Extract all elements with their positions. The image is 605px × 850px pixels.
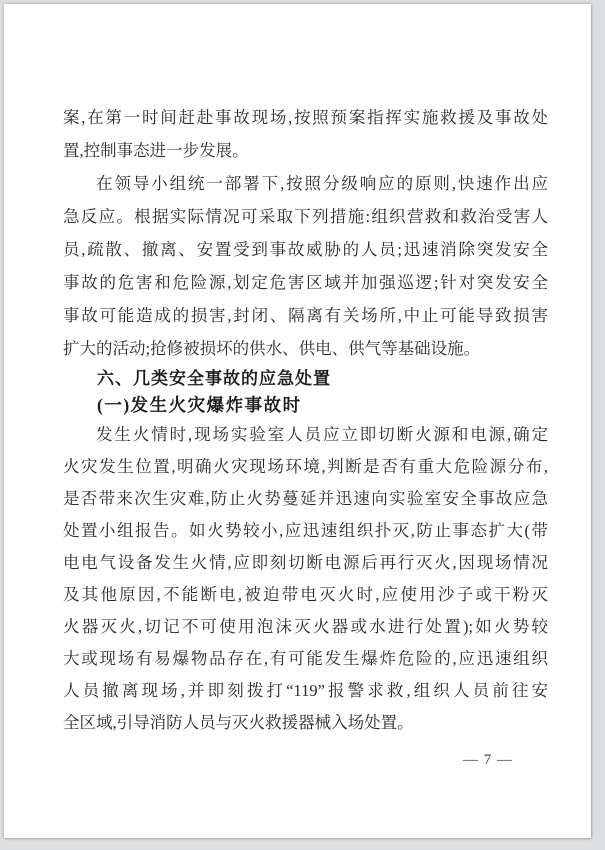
- subsection-heading: (一)发生火灾爆炸事故时: [97, 395, 302, 415]
- text-line: 是否带来次生灾难,防止火势蔓延并迅速向实验室安全事故应急: [63, 489, 548, 508]
- text-line: 全区域,引导消防人员与灭火救援器械入场处置。: [63, 713, 414, 732]
- text-line: 火灾发生位置,明确火灾现场环境,判断是否有重大危险源分布,: [63, 457, 548, 476]
- text-line: 人员撤离现场,并即刻拨打“119”报警求救,组织人员前往安: [63, 681, 548, 700]
- text-line: 电电气设备发生火情,应即刻切断电源后再行灭火,因现场情况: [63, 553, 548, 572]
- text-line: 发生火情时,现场实验室人员应立即切断火源和电源,确定: [96, 425, 548, 444]
- text-line: 案,在第一时间赶赴事故现场,按照预案指挥实施救援及事故处: [63, 108, 548, 127]
- page-number: — 7 —: [463, 752, 513, 768]
- text-line: 员,疏散、撤离、安置受到事故威胁的人员;迅速消除突发安全: [63, 240, 548, 259]
- text-line: 处置小组报告。如火势较小,应迅速组织扑灭,防止事态扩大(带: [63, 521, 548, 540]
- text-line: 及其他原因,不能断电,被迫带电灭火时,应使用沙子或干粉灭: [63, 585, 548, 604]
- text-line: 火器灭火,切记不可使用泡沫灭火器或水进行处置);如火势较: [63, 617, 548, 636]
- text-line: 事故可能造成的损害,封闭、隔离有关场所,中止可能导致损害: [63, 306, 548, 325]
- text-line: 在领导小组统一部署下,按照分级响应的原则,快速作出应: [96, 174, 548, 193]
- document-body: [4, 4, 591, 739]
- section-heading: 六、几类安全事故的应急处置: [97, 369, 331, 388]
- text-line: 置,控制事态进一步发展。: [63, 141, 249, 160]
- document-page: [4, 4, 591, 838]
- text-line: 事故的危害和危险源,划定危害区域并加强巡逻;针对突发安全: [63, 273, 548, 292]
- text-line: 大或现场有易爆物品存在,有可能发生爆炸危险的,应迅速组织: [63, 649, 548, 668]
- text-line: 扩大的活动;抢修被损坏的供水、供电、供气等基础设施。: [63, 339, 481, 358]
- text-line: 急反应。根据实际情况可采取下列措施:组织营救和救治受害人: [63, 207, 548, 226]
